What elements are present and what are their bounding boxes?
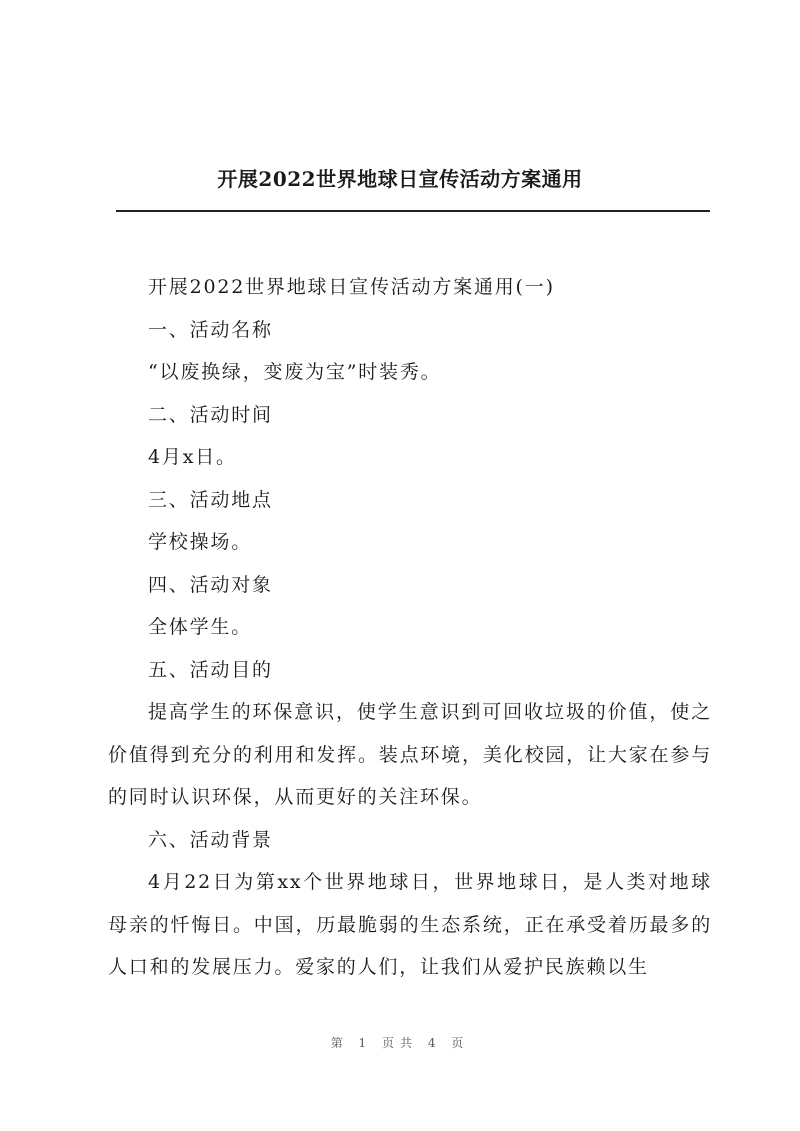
paragraph-background: 4月22日为第xx个世界地球日，世界地球日，是人类对地球母亲的忏悔日。中国，历最脆弱的生态系统，正在承受着历最多的人口和的发展压力。爱家的人们，让我们从爱护民族赖以生 — [108, 871, 712, 978]
paragraph-time: 4月x日。 — [148, 446, 237, 468]
paragraph-audience: 全体学生。 — [148, 616, 253, 638]
section-heading-purpose: 五、活动目的 — [148, 658, 273, 681]
paragraph-name: “以废换绿，变废为宝”时装秀。 — [148, 361, 442, 383]
page-number-footer: 第 1 页共 4 页 — [330, 1036, 470, 1050]
section-heading-location: 三、活动地点 — [148, 488, 273, 511]
title-underline — [116, 210, 710, 212]
paragraph-purpose: 提高学生的环保意识，使学生意识到可回收垃圾的价值，使之价值得到充分的利用和发挥。装点环境，美化校园，让大家在参与的同时认识环保，从而更好的关注环保。 — [108, 701, 712, 808]
paragraph-location: 学校操场。 — [148, 531, 253, 553]
section-heading-background: 六、活动背景 — [148, 828, 273, 851]
subtitle-paragraph: 开展2022世界地球日宣传活动方案通用(一) — [148, 276, 555, 298]
section-heading-name: 一、活动名称 — [148, 318, 273, 341]
section-heading-audience: 四、活动对象 — [148, 573, 273, 596]
document-body — [108, 266, 712, 989]
document-title: 开展2022世界地球日宣传活动方案通用 — [217, 167, 583, 191]
section-heading-time: 二、活动时间 — [148, 403, 273, 426]
